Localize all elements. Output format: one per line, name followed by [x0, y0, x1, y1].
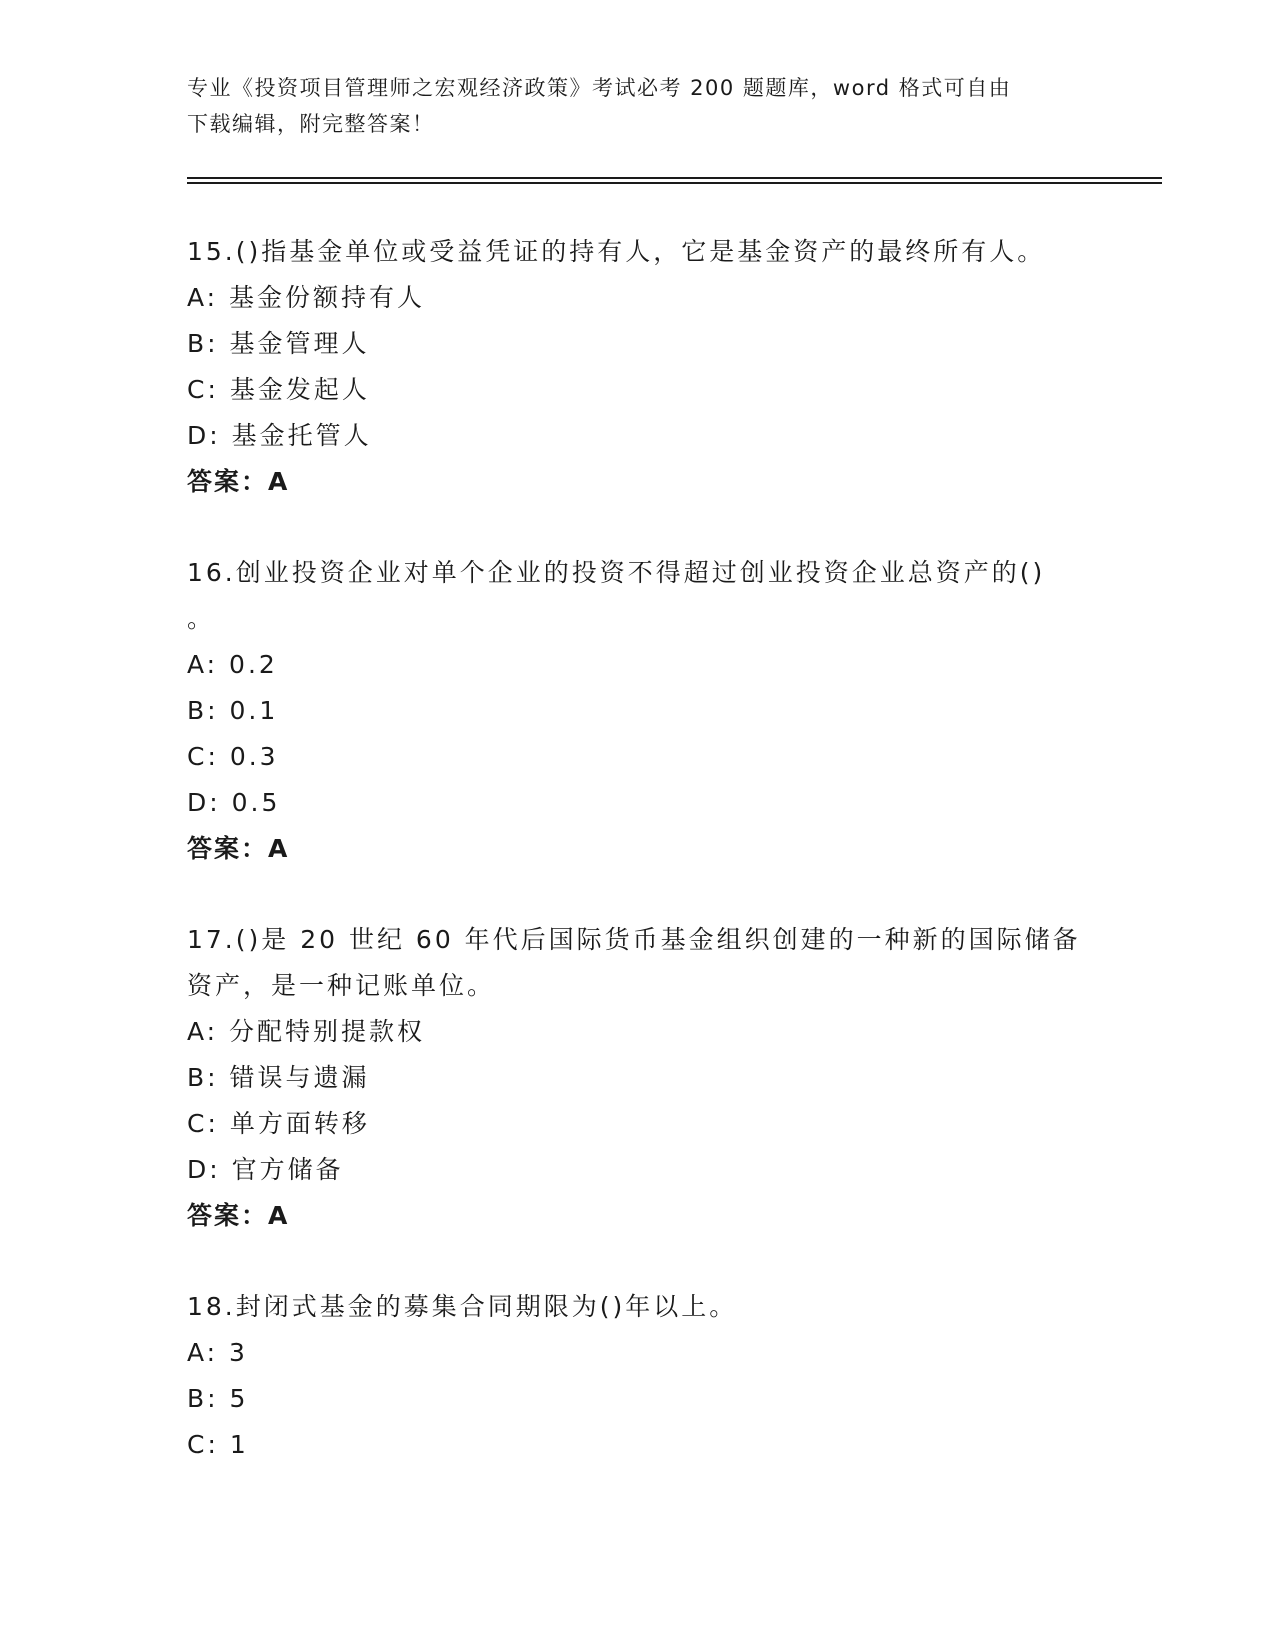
header-rule-top: [187, 177, 1162, 179]
question-stem-continued: 资产，是一种记账单位。: [187, 971, 496, 1000]
answer-label: 答案：A: [187, 834, 290, 863]
option-c: C: 0.3: [187, 742, 279, 771]
option-d: D: 基金托管人: [187, 421, 372, 450]
option-d: D: 0.5: [187, 788, 281, 817]
option-a: A: 基金份额持有人: [187, 283, 426, 312]
option-b: B: 0.1: [187, 696, 279, 725]
option-d: D: 官方储备: [187, 1155, 344, 1184]
option-a: A: 3: [187, 1338, 248, 1367]
question-stem: 18.封闭式基金的募集合同期限为()年以上。: [187, 1292, 738, 1321]
option-a: A: 0.2: [187, 650, 278, 679]
question-stem: 17.()是 20 世纪 60 年代后国际货币基金组织创建的一种新的国际储备: [187, 925, 1081, 954]
question-18: [187, 1284, 1087, 1468]
option-c: C: 单方面转移: [187, 1109, 370, 1138]
header-line-2: 下载编辑，附完整答案！: [187, 112, 435, 136]
option-b: B: 错误与遗漏: [187, 1063, 370, 1092]
question-17: [187, 917, 1087, 1239]
question-stem: 15.()指基金单位或受益凭证的持有人，它是基金资产的最终所有人。: [187, 237, 1046, 266]
header-line-1: 专业《投资项目管理师之宏观经济政策》考试必考 200 题题库，word 格式可自由: [187, 76, 1012, 100]
option-c: C: 基金发起人: [187, 375, 370, 404]
answer-label: 答案：A: [187, 467, 290, 496]
question-15: [187, 229, 1087, 505]
option-b: B: 基金管理人: [187, 329, 370, 358]
option-b: B: 5: [187, 1384, 249, 1413]
document-header: [187, 70, 1067, 142]
header-rule-bottom: [187, 182, 1162, 184]
option-a: A: 分配特别提款权: [187, 1017, 426, 1046]
answer-label: 答案：A: [187, 1201, 290, 1230]
question-list: [187, 229, 1087, 1513]
question-stem: 16.创业投资企业对单个企业的投资不得超过创业投资企业总资产的(): [187, 558, 1046, 587]
question-16: [187, 550, 1087, 872]
option-c: C: 1: [187, 1430, 249, 1459]
question-stem-continued: 。: [187, 604, 216, 633]
